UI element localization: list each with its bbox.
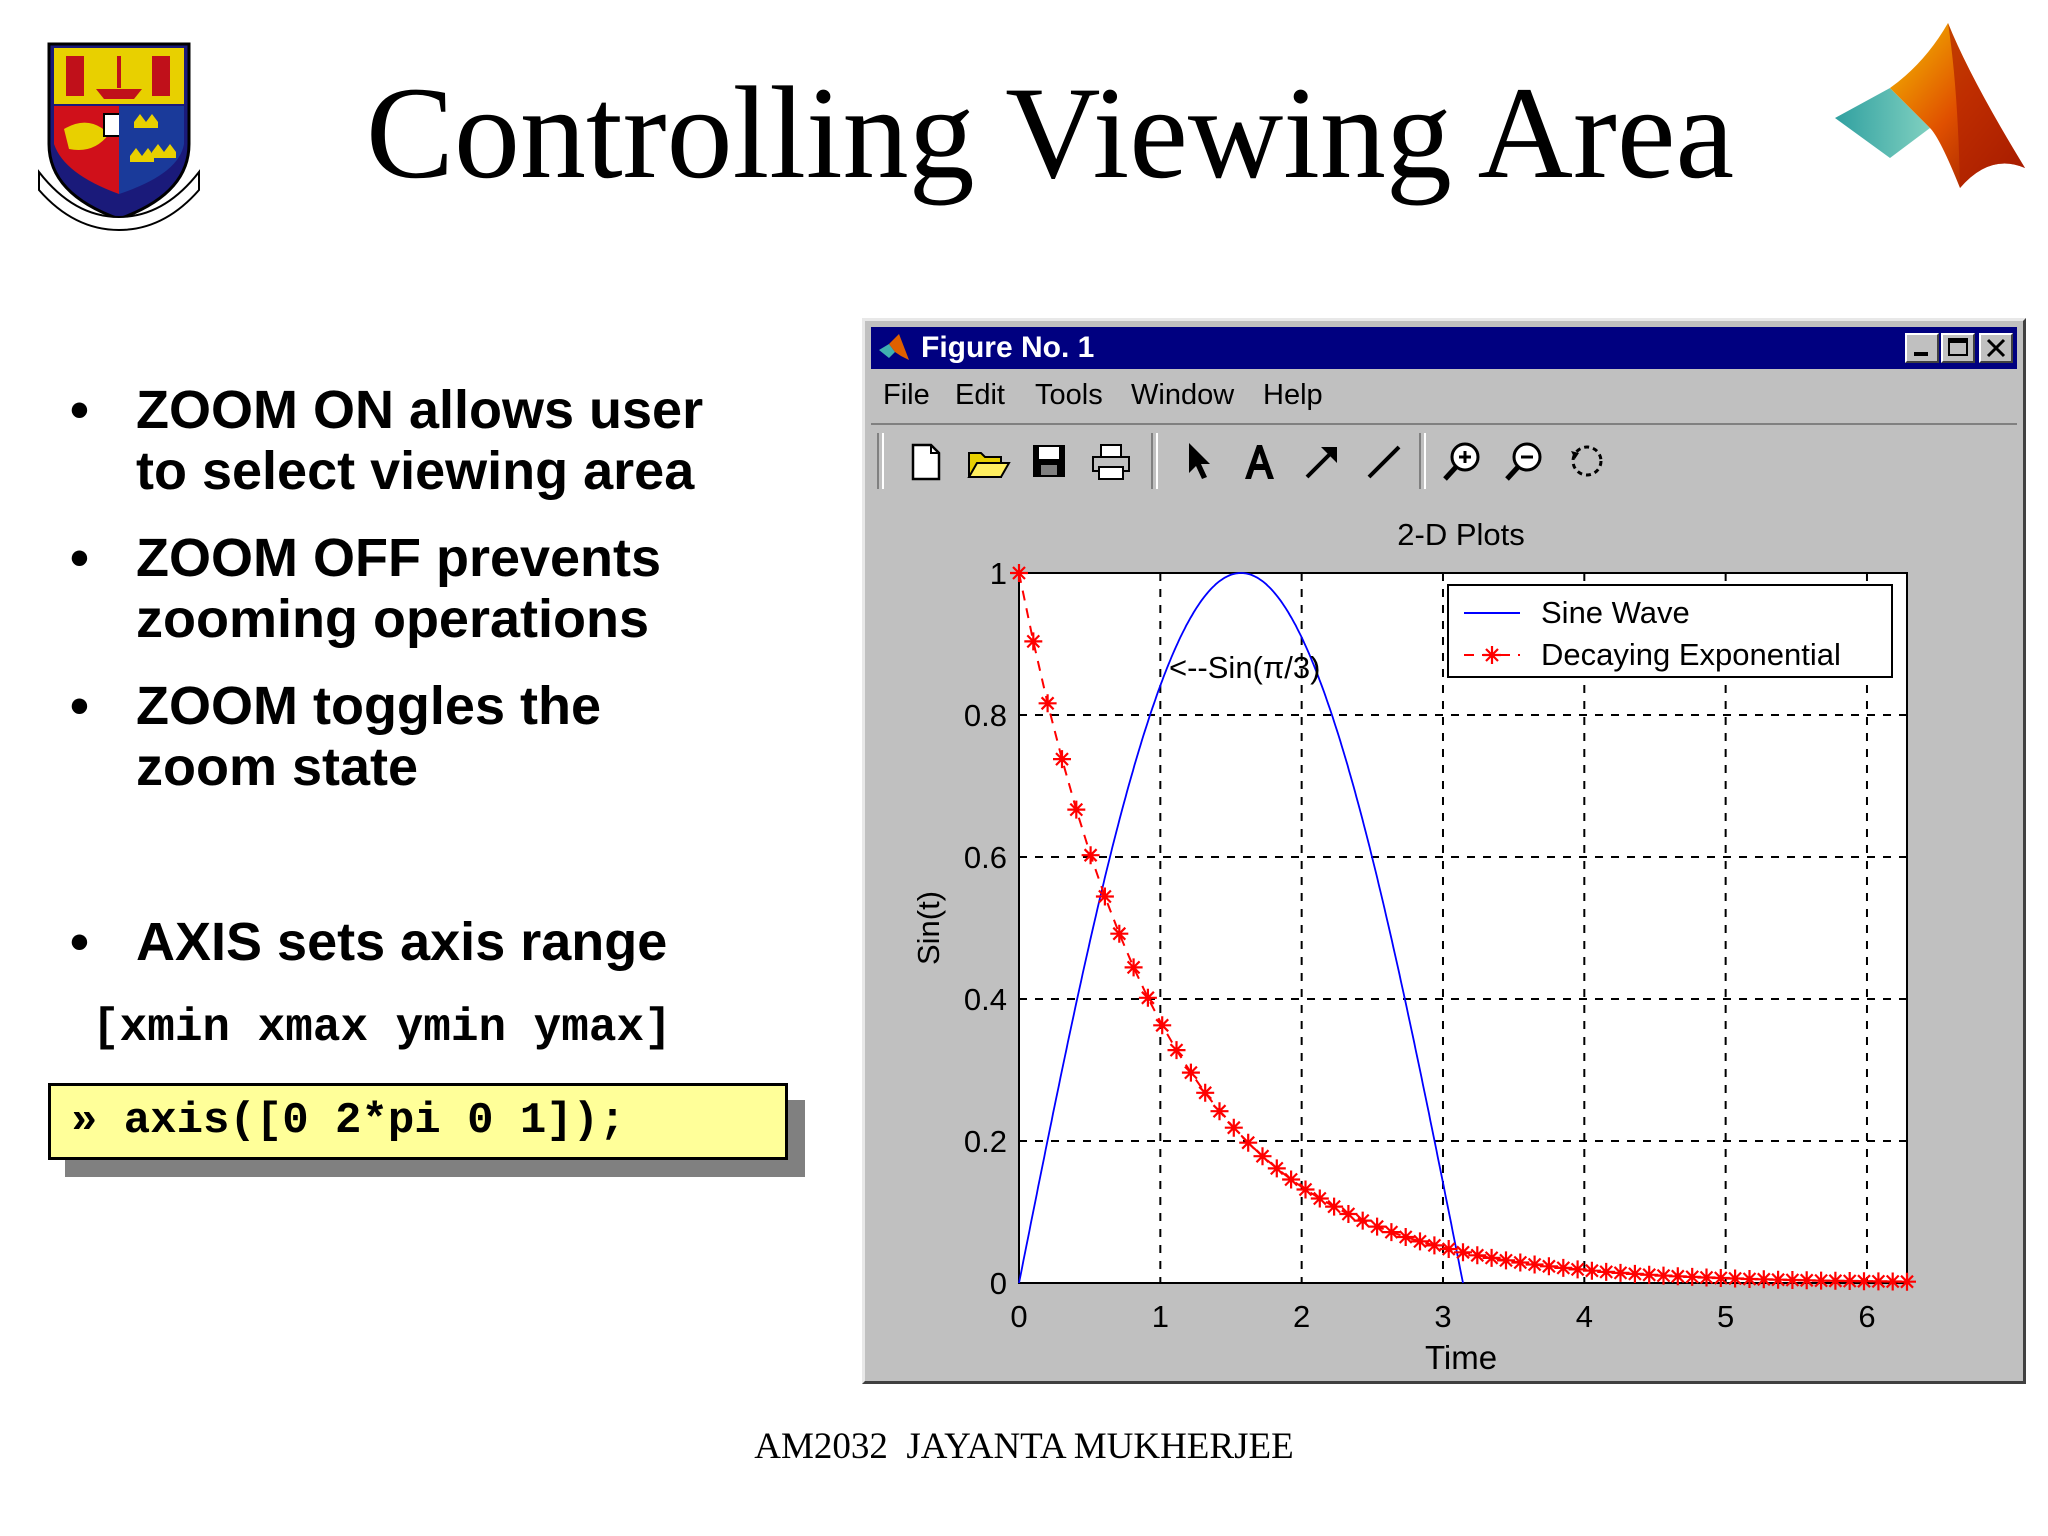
line-tool-icon[interactable] [1359,437,1407,485]
bullet-text: ZOOM OFF prevents zooming operations [136,528,662,649]
toolbar [871,427,2017,497]
minimize-button[interactable] [1905,333,1939,363]
menu-file[interactable]: File [883,379,930,411]
menu-window[interactable]: Window [1131,379,1235,411]
bullet-zoom-on [70,380,703,502]
toolbar-separator [1151,433,1158,489]
axes-box [1019,573,1907,1283]
legend [1448,585,1892,677]
toolbar-grip [877,433,884,489]
bullet-symbol: • [70,912,89,972]
menu-bar [871,373,2017,425]
close-icon [1981,335,2011,361]
footer-text: AM2032 JAYANTA MUKHERJEE [754,1426,1294,1467]
bullet-text: AXIS sets axis range [136,912,668,972]
slide-title: Controlling Viewing Area [365,59,1735,206]
y-axis-label: Sin(t) [911,890,946,966]
x-tick-label: 5 [1717,1299,1735,1334]
toolbar-separator [1419,433,1426,489]
x-tick-label: 3 [1434,1299,1452,1334]
figure-window [862,318,2026,1384]
zoom-out-icon[interactable] [1501,437,1549,485]
legend-exp-label: Decaying Exponential [1541,637,1841,672]
arrow-cursor-icon[interactable] [1173,437,1221,485]
save-icon[interactable] [1025,437,1073,485]
open-folder-icon[interactable] [963,437,1011,485]
sin-annotation: <--Sin(π/3) [1169,650,1321,686]
bullet-axis [70,912,667,973]
arrow-tool-icon[interactable] [1297,437,1345,485]
bullet-symbol: • [70,380,89,440]
university-crest-logo [34,34,204,234]
zoom-in-icon[interactable] [1439,437,1487,485]
axis-syntax: [xmin xmax ymin ymax] [92,1002,672,1054]
bullet-text: ZOOM ON allows user to select viewing area [136,380,704,501]
x-tick-label: 4 [1575,1299,1593,1334]
matlab-icon [877,332,911,364]
plot-title: 2-D Plots [1397,517,1525,552]
y-tick-label: 0.6 [963,840,1007,875]
print-icon[interactable] [1087,437,1135,485]
plot-area[interactable] [865,501,2023,1381]
bullet-symbol: • [70,528,89,588]
y-tick-label: 0 [989,1266,1007,1301]
y-tick-label: 1 [989,556,1007,591]
x-tick-label: 0 [1010,1299,1028,1334]
menu-help[interactable]: Help [1263,379,1323,411]
command-box [48,1083,788,1160]
x-axis-label: Time [1424,1339,1498,1376]
x-tick-label: 6 [1858,1299,1876,1334]
text-a-icon[interactable] [1235,437,1283,485]
menu-tools[interactable]: Tools [1035,379,1103,411]
window-titlebar[interactable] [871,327,2017,369]
legend-sine-label: Sine Wave [1541,595,1690,630]
maximize-button[interactable] [1941,333,1975,363]
y-tick-label: 0.4 [963,982,1007,1017]
maximize-icon [1943,335,1973,361]
y-tick-labels [964,556,1007,1301]
bullet-symbol: • [70,676,89,736]
bullet-zoom-off [70,528,661,650]
matlab-logo [1830,18,2030,198]
y-tick-label: 0.8 [963,698,1007,733]
command-text: » axis([0 2*pi 0 1]); [71,1096,626,1146]
close-button[interactable] [1979,333,2013,363]
bullet-text: ZOOM toggles the zoom state [136,676,601,797]
window-title: Figure No. 1 [921,331,1095,364]
bullet-zoom-toggle [70,676,601,798]
new-file-icon[interactable] [901,437,949,485]
x-tick-label: 1 [1151,1299,1169,1334]
rotate-icon[interactable] [1563,437,1611,485]
menu-edit[interactable]: Edit [955,379,1005,411]
minimize-icon [1907,335,1937,361]
x-tick-label: 2 [1293,1299,1311,1334]
x-tick-labels [1010,1299,1875,1334]
y-tick-label: 0.2 [963,1124,1007,1159]
